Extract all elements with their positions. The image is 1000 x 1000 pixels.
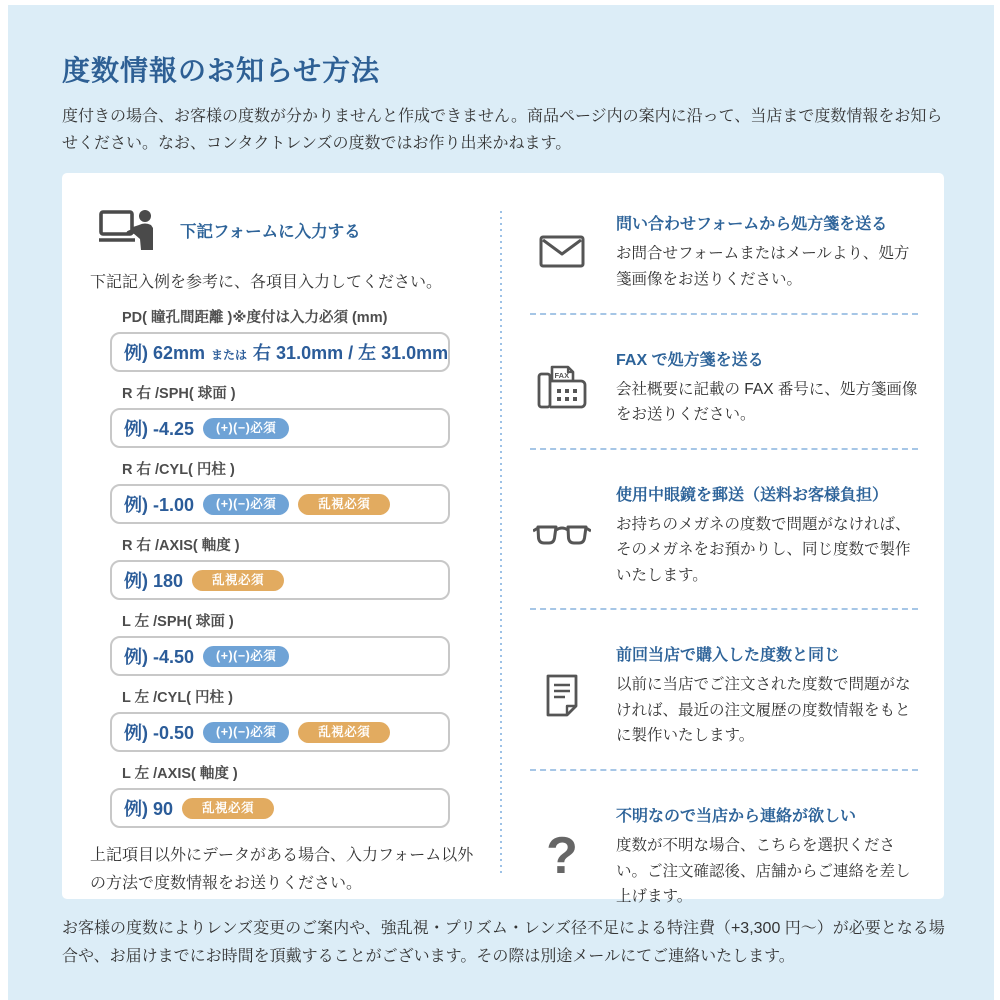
- alternative-methods-section: [502, 207, 918, 906]
- method-body: 度数が不明な場合、こちらを選択ください。ご注文確認後、店舗からご連絡を差し上げます。: [616, 837, 911, 906]
- form-field: [110, 458, 450, 524]
- method-item: [530, 771, 918, 930]
- form-field: [110, 306, 450, 372]
- field-example-box: [110, 484, 450, 524]
- question-icon: ?: [546, 827, 578, 886]
- sign-required-badge: (+)(−)必須: [203, 646, 289, 667]
- astigmatism-required-badge: 乱視必須: [298, 722, 390, 743]
- person-at-computer-icon: [98, 207, 160, 253]
- footer-note: お客様の度数によりレンズ変更のご案内や、強乱視・プリズム・レンズ径不足による特注費（+3,300 円〜）が必要となる場合や、お届けまでにお時間を頂戴することがございます。その際は別途メールにてご連絡いたします。: [62, 920, 945, 966]
- field-example-value: 例) 62mm または 右 31.0mm / 左 31.0mm: [124, 343, 449, 364]
- glasses-icon: [530, 524, 594, 546]
- method-title: FAX で処方箋を送る: [616, 351, 764, 369]
- method-item: [530, 207, 918, 314]
- fax-icon: [530, 364, 594, 410]
- field-label: R 右 /CYL( 円柱 ): [122, 462, 235, 479]
- field-example-value: 例) -0.50: [124, 723, 195, 744]
- field-label: L 左 /SPH( 球面 ): [122, 614, 234, 631]
- field-example-box: [110, 712, 450, 752]
- form-input-section: [90, 207, 500, 899]
- field-example-value: 例) -1.00: [124, 495, 195, 516]
- field-example-value: 例) -4.50: [124, 647, 195, 668]
- method-title: 使用中眼鏡を郵送（送料お客様負担）: [616, 486, 889, 504]
- envelope-icon: [530, 235, 594, 268]
- document-icon: [530, 673, 594, 719]
- method-body: 会社概要に記載の FAX 番号に、処方箋画像をお送りください。: [616, 380, 918, 424]
- methods-list: [530, 207, 918, 929]
- method-item: [530, 315, 918, 450]
- field-example-box: [110, 408, 450, 448]
- field-example-value: 例) 180: [124, 571, 184, 592]
- method-body: お持ちのメガネの度数で問題がなければ、そのメガネをお預かりし、同じ度数で製作いたします。: [616, 515, 911, 584]
- method-body: 以前に当店でご注文された度数で問題がなければ、最近の注文履歴の度数情報をもとに製作いたします。: [616, 676, 911, 745]
- form-field: [110, 534, 450, 600]
- svg-text:FAX: FAX: [554, 371, 570, 381]
- field-example-box: [110, 332, 450, 372]
- method-content: [616, 347, 918, 428]
- form-extra-note: 上記項目以外にデータがある場合、入力フォーム以外の方法で度数情報をお送りください。: [90, 847, 474, 892]
- field-label: L 左 /AXIS( 軸度 ): [122, 766, 238, 783]
- form-instruction: 下記記入例を参考に、各項目入力してください。: [90, 274, 443, 292]
- field-example-box: [110, 788, 450, 828]
- method-item: [530, 450, 918, 611]
- sign-required-badge: (+)(−)必須: [203, 418, 289, 439]
- prescription-methods-card: [62, 173, 944, 906]
- method-content: [616, 211, 918, 292]
- page-title: 度数情報のお知らせ方法: [62, 55, 381, 86]
- form-section-heading: 下記フォームに入力する: [180, 223, 361, 242]
- field-label: L 左 /CYL( 円柱 ): [122, 690, 233, 707]
- form-fields: [110, 306, 500, 828]
- field-example-value: 例) 90: [124, 799, 174, 820]
- method-content: [616, 482, 918, 589]
- sign-required-badge: (+)(−)必須: [203, 722, 289, 743]
- field-label: R 右 /SPH( 球面 ): [122, 386, 236, 403]
- field-example-value: 例) -4.25: [124, 419, 195, 440]
- field-example-box: [110, 560, 450, 600]
- page-panel: [8, 5, 994, 1000]
- method-title: 問い合わせフォームから処方箋を送る: [616, 216, 888, 234]
- method-content: [616, 803, 918, 910]
- astigmatism-required-badge: 乱視必須: [192, 570, 284, 591]
- sign-required-badge: (+)(−)必須: [203, 494, 289, 515]
- form-field: [110, 610, 450, 676]
- intro-text: 度付きの場合、お客様の度数が分かりませんと作成できません。商品ページ内の案内に沿って、当店まで度数情報をお知らせください。なお、コンタクトレンズの度数ではお作り出来かねます。: [62, 108, 943, 153]
- field-example-box: [110, 636, 450, 676]
- method-content: [616, 642, 918, 749]
- astigmatism-required-badge: 乱視必須: [182, 798, 274, 819]
- method-item: [530, 610, 918, 771]
- form-field: [110, 686, 450, 752]
- form-field: [110, 382, 450, 448]
- field-label: PD( 瞳孔間距離 )※度付は入力必須 (mm): [122, 310, 388, 327]
- method-title: 前回当店で購入した度数と同じ: [616, 647, 841, 665]
- form-field: [110, 762, 450, 828]
- form-section-header: [90, 207, 500, 253]
- method-title: 不明なので当店から連絡が欲しい: [616, 808, 857, 825]
- astigmatism-required-badge: 乱視必須: [298, 494, 390, 515]
- field-label: R 右 /AXIS( 軸度 ): [122, 538, 240, 555]
- method-body: お問合せフォームまたはメールより、処方箋画像をお送りください。: [616, 245, 910, 288]
